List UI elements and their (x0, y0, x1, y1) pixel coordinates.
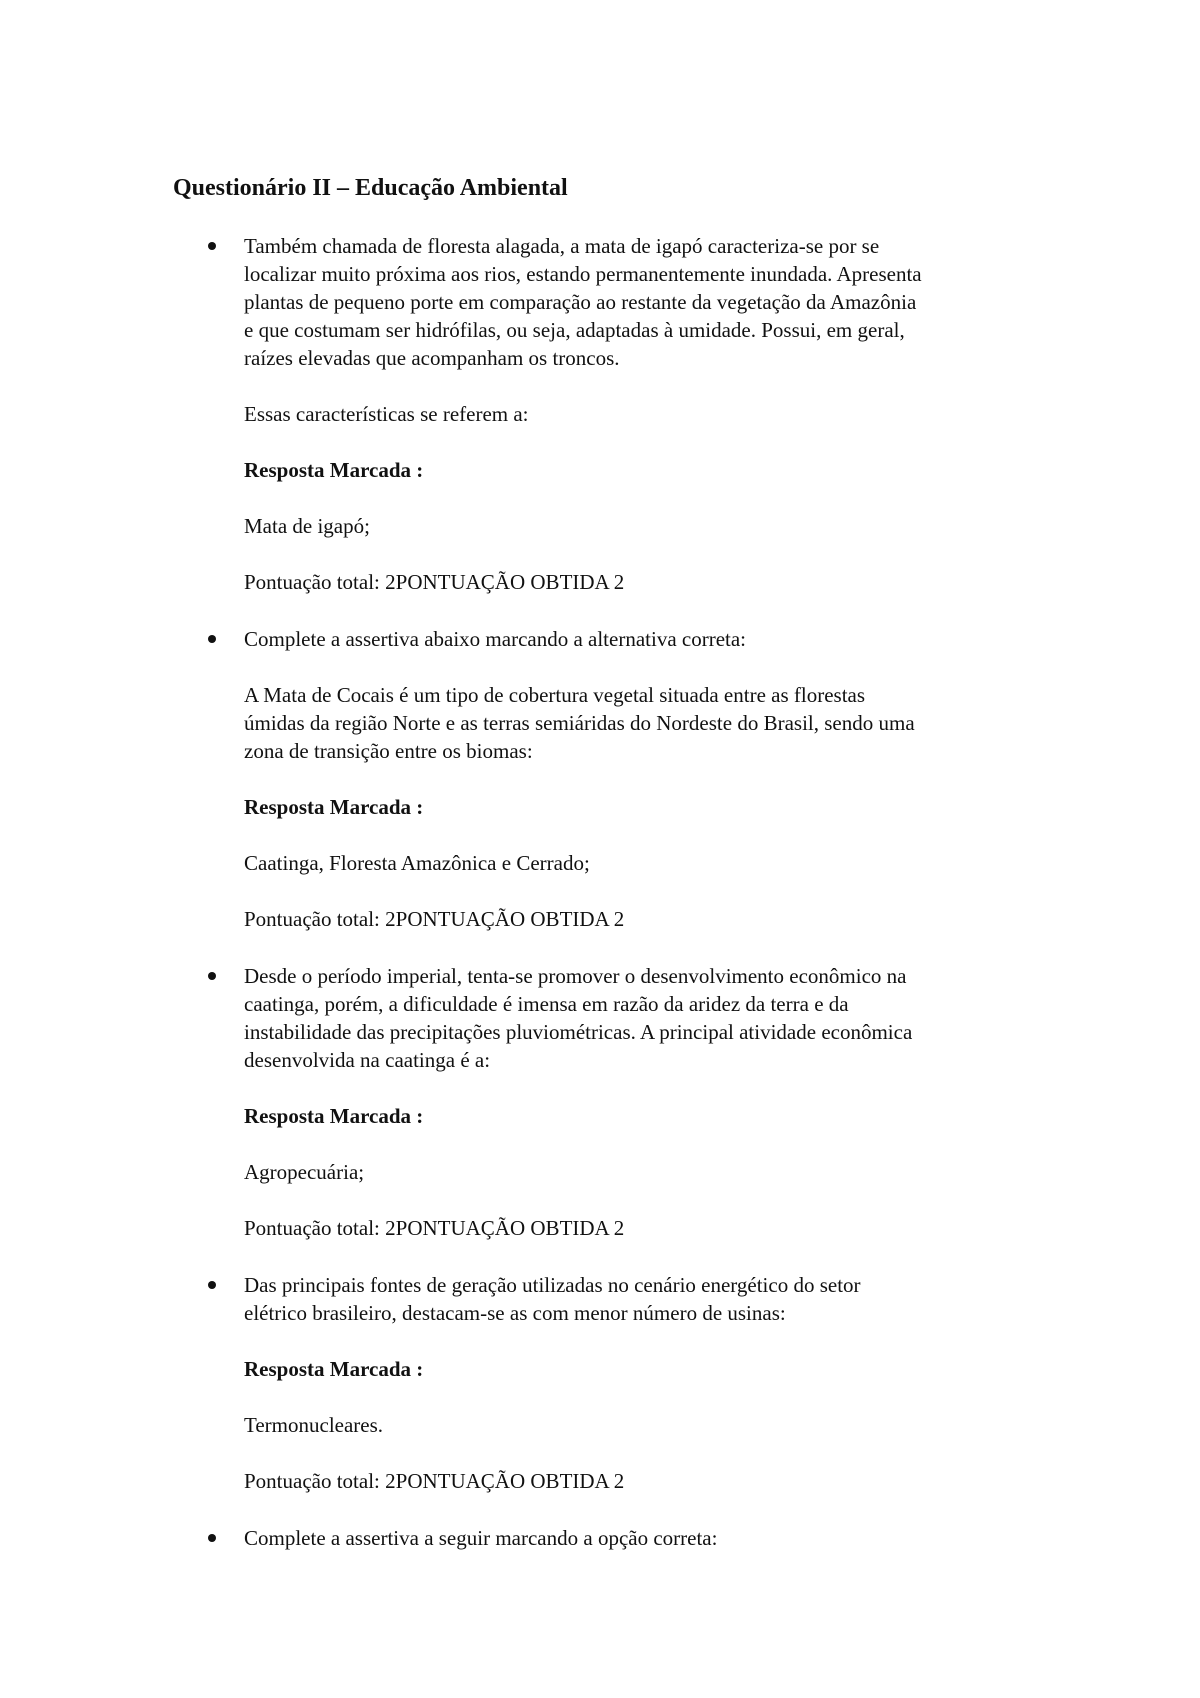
question-3-text-line-3: instabilidade das precipitações pluviométricas. A principal atividade econômica (244, 1020, 913, 1044)
question-2-answer-label: Resposta Marcada : (244, 795, 424, 819)
question-5-text-line-1: Complete a assertiva a seguir marcando a opção correta: (244, 1526, 718, 1550)
bullet-icon (208, 972, 216, 980)
question-1-subprompt: Essas características se referem a: (244, 402, 529, 426)
question-2-statement-line-1: A Mata de Cocais é um tipo de cobertura vegetal situada entre as florestas (244, 683, 866, 707)
question-4-text-line-1: Das principais fontes de geração utilizadas no cenário energético do setor (244, 1273, 861, 1297)
bullet-icon (208, 1534, 216, 1542)
question-4-answer: Termonucleares. (244, 1413, 384, 1437)
question-1-score: Pontuação total: 2PONTUAÇÃO OBTIDA 2 (244, 570, 625, 594)
question-2-statement-line-3: zona de transição entre os biomas: (244, 739, 533, 763)
question-1-text-line-4: e que costumam ser hidrófilas, ou seja, adaptadas à umidade. Possui, em geral, (244, 318, 905, 342)
question-1-text-line-3: plantas de pequeno porte em comparação ao restante da vegetação da Amazônia (244, 290, 917, 314)
bullet-icon (208, 242, 216, 250)
question-2-statement-line-2: úmidas da região Norte e as terras semiáridas do Nordeste do Brasil, sendo uma (244, 711, 915, 735)
question-3-text-line-2: caatinga, porém, a dificuldade é imensa em razão da aridez da terra e da (244, 992, 849, 1016)
question-3-answer: Agropecuária; (244, 1160, 365, 1184)
question-4-text-line-2: elétrico brasileiro, destacam-se as com menor número de usinas: (244, 1301, 786, 1325)
question-2-answer: Caatinga, Floresta Amazônica e Cerrado; (244, 851, 590, 875)
question-3-answer-label: Resposta Marcada : (244, 1104, 424, 1128)
question-3-text-line-1: Desde o período imperial, tenta-se promover o desenvolvimento econômico na (244, 964, 907, 988)
question-2-text-line-1: Complete a assertiva abaixo marcando a alternativa correta: (244, 627, 747, 651)
question-3-text-line-4: desenvolvida na caatinga é a: (244, 1048, 491, 1072)
question-3-score: Pontuação total: 2PONTUAÇÃO OBTIDA 2 (244, 1216, 625, 1240)
question-1-text-line-2: localizar muito próxima aos rios, estando permanentemente inundada. Apresenta (244, 262, 922, 286)
bullet-icon (208, 1281, 216, 1289)
question-1-answer-label: Resposta Marcada : (244, 458, 424, 482)
question-2-score: Pontuação total: 2PONTUAÇÃO OBTIDA 2 (244, 907, 625, 931)
bullet-icon (208, 635, 216, 643)
question-1-text-line-5: raízes elevadas que acompanham os troncos. (244, 346, 620, 370)
document-title: Questionário II – Educação Ambiental (173, 175, 568, 201)
question-4-score: Pontuação total: 2PONTUAÇÃO OBTIDA 2 (244, 1469, 625, 1493)
question-1-text-line-1: Também chamada de floresta alagada, a mata de igapó caracteriza-se por se (244, 234, 880, 258)
question-1-answer: Mata de igapó; (244, 514, 370, 538)
question-4-answer-label: Resposta Marcada : (244, 1357, 424, 1381)
